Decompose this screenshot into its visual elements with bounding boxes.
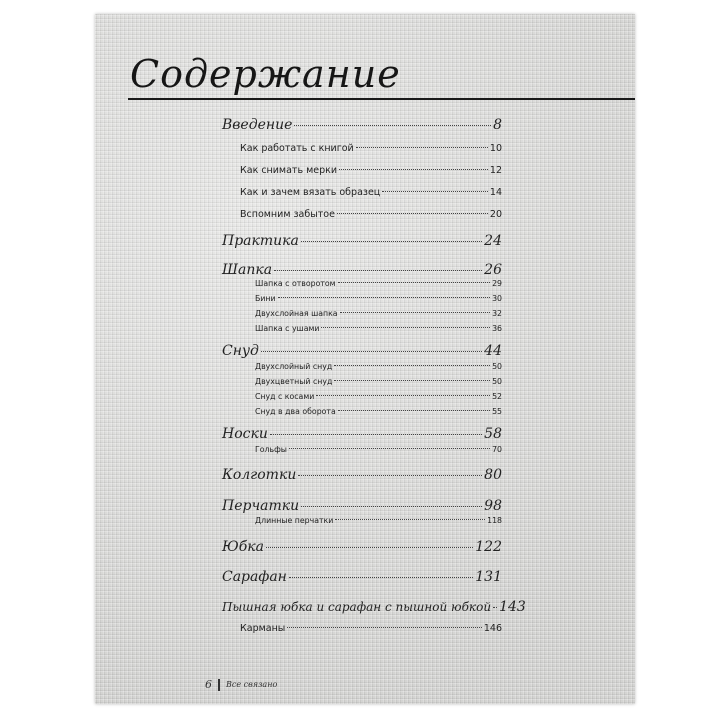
toc-entry xyxy=(255,294,502,303)
leader-dots xyxy=(356,147,488,148)
toc-entry xyxy=(255,362,502,371)
toc-entry-page: 29 xyxy=(492,279,502,288)
toc-entry-page: 24 xyxy=(484,233,502,249)
toc-entry-page: 70 xyxy=(492,445,502,454)
toc-entry-label: Носки xyxy=(222,426,268,442)
book-page xyxy=(95,14,635,704)
toc-entry-label: Бини xyxy=(255,294,276,303)
toc-entry-page: 80 xyxy=(484,467,502,483)
leader-dots xyxy=(278,297,490,298)
toc-entry-page: 50 xyxy=(492,362,502,371)
leader-dots xyxy=(335,519,485,520)
leader-dots xyxy=(338,282,491,283)
toc-entry xyxy=(240,165,502,176)
page-number: 6 xyxy=(205,678,212,691)
leader-dots xyxy=(337,213,488,214)
toc-entry-page: 8 xyxy=(493,117,502,133)
toc-entry-label: Как работать с книгой xyxy=(240,143,354,154)
toc-entry-label: Как и зачем вязать образец xyxy=(240,187,381,198)
leader-dots xyxy=(301,506,482,507)
toc-entry-page: 12 xyxy=(489,165,502,176)
toc-entry xyxy=(255,377,502,386)
page-title: Содержание xyxy=(130,52,401,96)
toc-entry-label: Перчатки xyxy=(222,498,300,514)
toc-entry xyxy=(222,467,502,483)
toc-entry xyxy=(222,343,502,359)
toc-entry-label: Гольфы xyxy=(255,445,287,454)
leader-dots xyxy=(493,607,497,608)
toc-entry xyxy=(222,498,502,514)
toc-entry xyxy=(222,426,502,442)
leader-dots xyxy=(334,380,490,381)
toc-entry-label: Шапка с ушами xyxy=(255,324,320,333)
toc-entry xyxy=(240,623,502,634)
toc-entry-label: Длинные перчатки xyxy=(255,516,334,525)
toc-entry-label: Двухслойный снуд xyxy=(255,362,333,371)
toc-entry-label: Юбка xyxy=(222,539,264,555)
toc-entry-label: Колготки xyxy=(222,467,297,483)
toc-entry xyxy=(222,117,502,133)
toc-entry-page: 10 xyxy=(489,143,502,154)
toc-entry-page: 143 xyxy=(499,599,526,615)
toc-entry-page: 50 xyxy=(492,377,502,386)
leader-dots xyxy=(334,365,490,366)
leader-dots xyxy=(294,125,491,126)
page-footer xyxy=(205,678,277,691)
toc-entry xyxy=(255,392,502,401)
toc-entry-page: 30 xyxy=(492,294,502,303)
toc-entry-page: 131 xyxy=(475,569,502,585)
leader-dots xyxy=(274,270,482,271)
toc-entry-page: 52 xyxy=(492,392,502,401)
leader-dots xyxy=(382,191,488,192)
toc-entry-label: Двухцветный снуд xyxy=(255,377,333,386)
toc-entry-label: Вспомним забытое xyxy=(240,209,335,220)
toc-entry-page: 55 xyxy=(492,407,502,416)
toc-entry-page: 32 xyxy=(492,309,502,318)
toc-entry-page: 14 xyxy=(489,187,502,198)
toc-entry-page: 20 xyxy=(489,209,502,220)
toc-entry-label: Шапка с отворотом xyxy=(255,279,336,288)
toc-entry-page: 146 xyxy=(483,623,502,634)
toc-entry xyxy=(240,143,502,154)
toc-entry xyxy=(255,279,502,288)
leader-dots xyxy=(289,448,490,449)
toc-entry-page: 58 xyxy=(484,426,502,442)
toc-entry xyxy=(222,262,502,278)
toc-entry xyxy=(255,407,502,416)
toc-entry-page: 122 xyxy=(475,539,502,555)
toc-entry-label: Введение xyxy=(222,117,293,133)
toc-entry xyxy=(222,569,502,585)
toc-entry xyxy=(255,324,502,333)
footer-divider xyxy=(218,679,220,691)
leader-dots xyxy=(339,169,488,170)
toc-entry xyxy=(255,516,502,525)
toc-entry-page: 44 xyxy=(484,343,502,359)
leader-dots xyxy=(321,327,490,328)
toc-entry-label: Практика xyxy=(222,233,299,249)
toc-entry-label: Шапка xyxy=(222,262,273,278)
toc-entry-label: Пышная юбка и сарафан с пышной юбкой xyxy=(222,600,492,614)
leader-dots xyxy=(270,434,482,435)
leader-dots xyxy=(261,351,482,352)
toc-entry-label: Двухслойная шапка xyxy=(255,309,338,318)
toc-entry-page: 36 xyxy=(492,324,502,333)
toc-entry xyxy=(222,233,502,249)
toc-entry xyxy=(255,445,502,454)
leader-dots xyxy=(289,577,473,578)
table-of-contents xyxy=(95,14,635,704)
toc-entry xyxy=(240,209,502,220)
toc-entry-label: Карманы xyxy=(240,623,286,634)
running-title: Все связано xyxy=(226,680,278,689)
leader-dots xyxy=(316,395,490,396)
toc-entry-page: 26 xyxy=(484,262,502,278)
toc-entry-label: Как снимать мерки xyxy=(240,165,338,176)
toc-entry-label: Сарафан xyxy=(222,569,287,585)
leader-dots xyxy=(338,410,490,411)
toc-entry xyxy=(240,187,502,198)
toc-entry-page: 118 xyxy=(487,516,502,525)
leader-dots xyxy=(287,627,482,628)
toc-entry-label: Снуд в два оборота xyxy=(255,407,336,416)
toc-entry xyxy=(222,539,502,555)
toc-entry xyxy=(222,599,526,615)
leader-dots xyxy=(301,241,482,242)
toc-entry-label: Снуд с косами xyxy=(255,392,315,401)
toc-entry xyxy=(255,309,502,318)
toc-entry-label: Снуд xyxy=(222,343,259,359)
toc-entry-page: 98 xyxy=(484,498,502,514)
leader-dots xyxy=(298,475,482,476)
leader-dots xyxy=(266,547,473,548)
leader-dots xyxy=(340,312,491,313)
